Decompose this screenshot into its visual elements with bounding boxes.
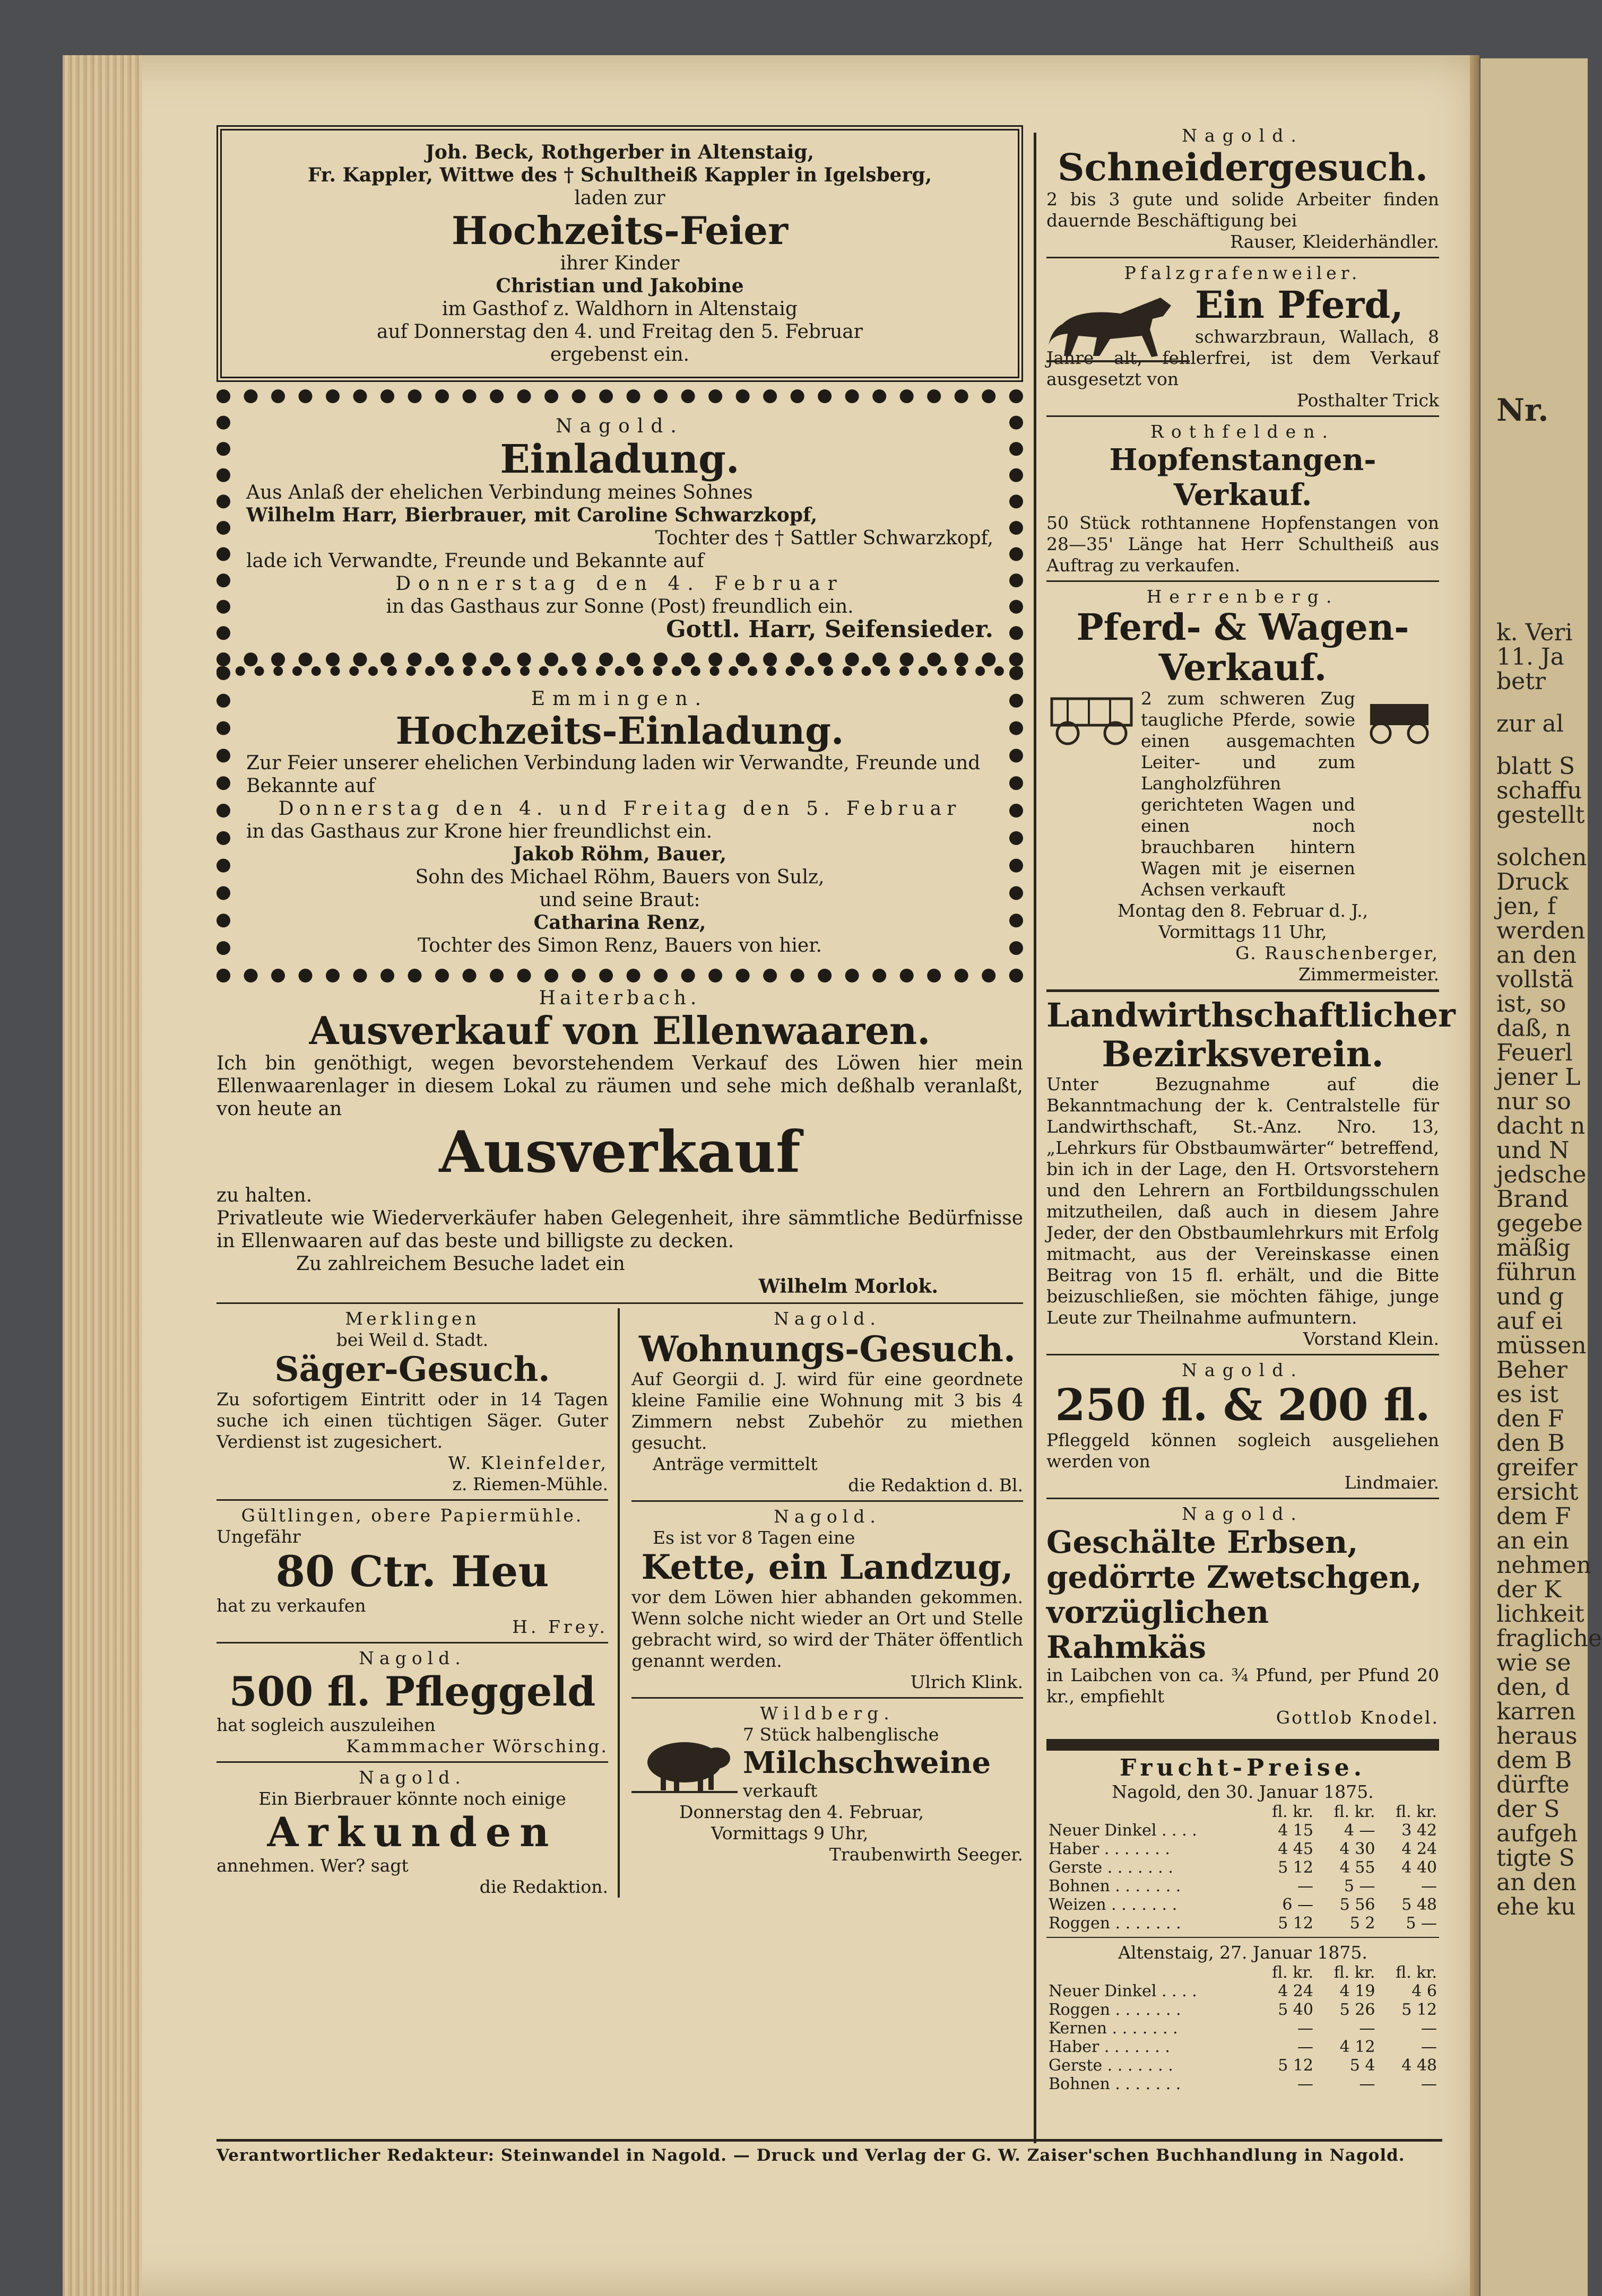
price-cell: 4 55	[1339, 1858, 1375, 1877]
next-page-line: an den	[1496, 942, 1577, 969]
price-cell: 5 26	[1339, 2001, 1375, 2019]
price-row	[1046, 1821, 1439, 1840]
schneider-place: Nagold.	[1182, 125, 1304, 146]
divider	[1046, 1498, 1439, 1499]
price-cell: 4 15	[1278, 1821, 1313, 1840]
ad-kette	[631, 1506, 1023, 1693]
nagold-price-table	[1046, 1803, 1439, 1933]
price-cell: —	[1359, 2075, 1375, 2093]
grain-name: Kernen . . . . . . .	[1049, 2019, 1178, 2038]
divider	[631, 1697, 1023, 1699]
price-cell: —	[1421, 1877, 1437, 1895]
price-cell: —	[1421, 2019, 1437, 2038]
kette-l1: Es ist vor 8 Tagen eine	[653, 1527, 855, 1548]
grain-name: Haber . . . . . . .	[1049, 1840, 1170, 1858]
beck-line1: Joh. Beck, Rothgerber in Altenstaig,	[425, 141, 815, 163]
next-page-line: gegebe	[1496, 1210, 1583, 1237]
price-row	[1046, 1840, 1439, 1858]
price-cell: 5 48	[1401, 1895, 1437, 1914]
erbsen-t3: vorzüglichen Rahmkäs	[1046, 1594, 1269, 1665]
grain-name: Neuer Dinkel . . . .	[1049, 1982, 1197, 2001]
kette-place: Nagold.	[774, 1506, 881, 1527]
ad-heu	[217, 1505, 608, 1638]
next-page-line: dürfte	[1496, 1771, 1570, 1798]
ad-beck-wedding	[217, 125, 1023, 382]
ad-harr-invitation	[217, 389, 1023, 666]
ad-wagen	[1046, 586, 1439, 985]
next-page-line: ehe ku	[1496, 1893, 1576, 1920]
price-row	[1046, 2001, 1439, 2019]
pferd-title: Ein Pferd,	[1195, 283, 1404, 327]
ausverkauf-signature: Wilhelm Morlok.	[758, 1275, 938, 1298]
horse-illustration-icon	[1046, 287, 1190, 367]
beck-line7: auf Donnerstag den 4. und Freitag den 5. Februar	[377, 321, 863, 343]
verein-title2: Bezirksverein.	[1102, 1033, 1384, 1075]
divider	[1046, 989, 1439, 992]
ad-milchschweine	[631, 1703, 1023, 1865]
two-column-ads	[217, 1308, 1023, 1898]
grain-name: Gerste . . . . . . .	[1049, 1858, 1173, 1877]
pfleggeld-big: 500 fl. Pfleggeld	[229, 1668, 596, 1715]
next-page-line: der S	[1496, 1796, 1560, 1823]
price-cell: 4 45	[1278, 1840, 1313, 1858]
price-row	[1046, 1914, 1439, 1933]
ausverkauf-p2: zu halten.	[217, 1185, 313, 1206]
wohnung-signature: die Redaktion d. Bl.	[848, 1475, 1023, 1495]
price-row	[1046, 2038, 1439, 2056]
kette-signature: Ulrich Klink.	[910, 1672, 1023, 1692]
next-page-line: wie se	[1496, 1649, 1571, 1676]
wagen-signature2: Zimmermeister.	[1298, 964, 1439, 985]
price-cell: 4 24	[1278, 1982, 1313, 2001]
ad-arkunden	[217, 1767, 608, 1898]
ad-erbsen	[1046, 1503, 1439, 1728]
hopfen-place: Rothfelden.	[1150, 421, 1335, 442]
heu-big: 80 Ctr. Heu	[275, 1546, 549, 1596]
harr-place: Nagold.	[556, 415, 684, 437]
next-page-line: dacht n	[1496, 1112, 1586, 1140]
price-cell: 5 40	[1278, 2001, 1313, 2019]
kette-text: vor dem Löwen hier abhanden gekommen. Wenn solche nicht wieder an Ort und Stelle gebracht wird, so wird der Thäter öffentlich genannt werden.	[631, 1587, 1023, 1671]
price-cell: —	[1297, 2019, 1313, 2038]
next-page-line: daß, n	[1496, 1015, 1571, 1042]
divider	[1046, 1937, 1439, 1938]
beck-line6: im Gasthof z. Waldhorn in Altenstaig	[442, 298, 798, 320]
imprint-footer: Verantwortlicher Redakteur: Steinwandel in Nagold. — Druck und Verlag der G. W. Zaiser'schen Buchhandlung in Nagold.	[217, 2139, 1442, 2165]
unit-header: fl. kr.	[1396, 1963, 1437, 1982]
saeger-title: Säger-Gesuch.	[274, 1350, 550, 1389]
price-row	[1046, 2056, 1439, 2075]
milch-title: Milchschweine	[743, 1745, 991, 1780]
heu-place: Gültlingen, obere Papiermühle.	[241, 1505, 584, 1526]
next-page-line: den, d	[1496, 1674, 1570, 1701]
next-page-fragment	[1480, 58, 1602, 2296]
column-divider	[1034, 133, 1036, 2143]
unit-header: fl. kr.	[1272, 1803, 1313, 1821]
next-page-line: auf ei	[1496, 1308, 1563, 1335]
verein-text: Unter Bezugnahme auf die Bekanntmachung der k. Centralstelle für Landwirthschaft, St.-Anz. Nro. 13, „Lehrkurs für Obstbaumwärter“ betreffend, bin ich in der Lage, den H. Ortsvorstehern und den Lehrern an Fortbildungsschulen mitzutheilen, daß auch in diesem Jahre Jeder, der den Obstbaumlehrkurs mit Erfolg mitmacht, aus der Vereinskasse einen Beitrag von 15 fl. erhält, und die Bitte beizuschließen, sie möchten fähige, junge Leute zur Theilnahme aufmuntern.	[1046, 1074, 1439, 1328]
divider	[1046, 1354, 1439, 1355]
price-cell: 5 12	[1278, 1858, 1313, 1877]
ad-verein	[1046, 996, 1456, 1350]
geld-text: Pfleggeld können sogleich ausgeliehen werden von	[1046, 1430, 1439, 1472]
emmingen-l4: Jakob Röhm, Bauer,	[513, 843, 726, 865]
grain-name: Bohnen . . . . . . .	[1049, 2075, 1181, 2093]
geld-big: 250 fl. & 200 fl.	[1055, 1380, 1431, 1431]
geld-place: Nagold.	[1182, 1360, 1304, 1380]
price-row	[1046, 1982, 1439, 2001]
pig-illustration-icon	[631, 1725, 738, 1799]
pferd-text: schwarzbraun, Wallach, 8 Jahre alt, fehlerfrei, ist dem Verkauf ausgesetzt von	[1046, 326, 1439, 389]
beck-line2: Fr. Kappler, Wittwe des † Schultheiß Kappler in Igelsberg,	[307, 164, 932, 186]
page-gutter	[1470, 55, 1479, 2296]
price-cell: 4 40	[1401, 1858, 1437, 1877]
next-page-line: schaffu	[1496, 777, 1582, 804]
emmingen-l2: Donnerstag den 4. und Freitag den 5. Februar	[278, 798, 962, 820]
altenstaig-price-table	[1046, 1963, 1439, 2093]
next-page-line: nur so	[1496, 1088, 1571, 1115]
next-page-line: Brand	[1496, 1186, 1569, 1213]
grain-name: Roggen . . . . . . .	[1049, 2001, 1181, 2019]
price-cell: 4 48	[1401, 2056, 1437, 2075]
ausverkauf-big: Ausverkauf	[439, 1119, 801, 1186]
subcolumn-left	[217, 1308, 620, 1898]
arkunden-l1: Ein Bierbrauer könnte noch einige	[258, 1788, 566, 1809]
subcolumn-right	[620, 1308, 1023, 1898]
next-page-line: betr	[1496, 668, 1546, 695]
verein-signature: Vorstand Klein.	[1303, 1328, 1439, 1349]
emmingen-l5: Sohn des Michael Röhm, Bauers von Sulz,	[415, 866, 825, 888]
next-page-line: Feuerl	[1496, 1039, 1573, 1066]
harr-signature: Gottl. Harr, Seifensieder.	[666, 616, 993, 643]
harr-l4: lade ich Verwandte, Freunde und Bekannte auf	[246, 550, 704, 572]
price-cell: 4 30	[1339, 1840, 1375, 1858]
price-cell: 5 —	[1344, 1877, 1375, 1895]
price-cell: 4 19	[1339, 1982, 1375, 2001]
price-cell: 5 4	[1349, 2056, 1375, 2075]
verein-title1: Landwirthschaftlicher	[1046, 996, 1456, 1034]
beck-title: Hochzeits-Feier	[451, 208, 789, 253]
schneider-title: Schneidergesuch.	[1057, 145, 1428, 189]
saeger-place: Merklingen	[345, 1308, 480, 1329]
price-cell: 5 2	[1349, 1914, 1375, 1933]
next-page-line: ersicht	[1496, 1479, 1579, 1506]
emmingen-l1: Zur Feier unserer ehelichen Verbindung laden wir Verwandte, Freunde und Bekannte auf	[246, 752, 981, 797]
emmingen-l3: in das Gasthaus zur Krone hier freundlichst ein.	[246, 821, 713, 842]
ad-geld	[1046, 1360, 1439, 1493]
heu-l1: Ungefähr	[217, 1526, 301, 1547]
ausverkauf-title: Ausverkauf von Ellenwaaren.	[309, 1008, 931, 1053]
arkunden-big: Arkunden	[267, 1808, 558, 1856]
next-page-line: solchen	[1496, 844, 1587, 871]
geld-signature: Lindmaier.	[1344, 1472, 1439, 1493]
price-cell: —	[1359, 2019, 1375, 2038]
price-cell: 3 42	[1401, 1821, 1437, 1840]
cart-illustration-icon	[1359, 688, 1439, 746]
next-page-line: ist, so	[1496, 990, 1566, 1017]
wohnung-l1: Anträge vermittelt	[653, 1454, 818, 1474]
price-cell: 4 6	[1412, 1982, 1437, 2001]
milch-signature: Traubenwirth Seeger.	[829, 1844, 1023, 1865]
price-table-section	[1046, 1755, 1439, 2093]
wagen-body	[1046, 688, 1439, 900]
next-page-line: tigte S	[1496, 1845, 1575, 1872]
price-cell: —	[1297, 2075, 1313, 2093]
schneider-signature: Rauser, Kleiderhändler.	[1230, 231, 1439, 252]
arkunden-place: Nagold.	[359, 1767, 466, 1788]
next-page-line: nehmen	[1496, 1552, 1591, 1579]
grain-name: Haber . . . . . . .	[1049, 2038, 1170, 2056]
ausverkauf-p3: Privatleute wie Wiederverkäufer haben Gelegenheit, ihre sämmtliche Bedürfnisse in Ellenwaaren auf das beste und billigste zu decken.	[217, 1207, 1023, 1252]
saeger-signature2: z. Riemen-Mühle.	[452, 1474, 608, 1494]
price-cell: —	[1421, 2038, 1437, 2056]
ausverkauf-place: Haiterbach.	[539, 987, 701, 1009]
next-page-line: Beher	[1496, 1356, 1568, 1384]
next-page-line: jedsche	[1496, 1161, 1587, 1188]
erbsen-t1: Geschälte Erbsen,	[1046, 1524, 1358, 1560]
divider	[1046, 257, 1439, 258]
hopfen-title: Hopfenstangen-Verkauf.	[1109, 442, 1376, 512]
harr-l2: Wilhelm Harr, Bierbrauer, mit Caroline Schwarzkopf,	[246, 504, 818, 526]
erbsen-t2: gedörrte Zwetschgen,	[1046, 1559, 1422, 1595]
wagen-signature: G. Rauschenberger,	[1235, 943, 1439, 963]
erbsen-text: in Laibchen von ca. ¾ Pfund, per Pfund 20 kr., empfiehlt	[1046, 1665, 1439, 1707]
price-cell: 6 —	[1282, 1895, 1313, 1914]
unit-header: fl. kr.	[1333, 1963, 1375, 1982]
wagon-illustration-icon	[1046, 688, 1137, 746]
wagen-l2: Vormittags 11 Uhr,	[1158, 921, 1327, 942]
arkunden-signature: die Redaktion.	[479, 1876, 608, 1897]
next-page-line: dem B	[1496, 1747, 1572, 1774]
ad-schneider	[1046, 125, 1439, 253]
next-page-line: 11. Ja	[1496, 643, 1564, 671]
beck-line8: ergebenst ein.	[550, 344, 690, 366]
harr-l6: in das Gasthaus zur Sonne (Post) freundlich ein.	[386, 596, 854, 618]
price-cell: 4 —	[1344, 1821, 1375, 1840]
next-page-line: den F	[1496, 1405, 1564, 1432]
milch-l4: Vormittags 9 Uhr,	[711, 1823, 869, 1843]
divider	[1046, 415, 1439, 417]
price-row	[1046, 1895, 1439, 1914]
price-cell: —	[1421, 2075, 1437, 2093]
grain-name: Weizen . . . . . . .	[1049, 1895, 1177, 1914]
right-column	[1046, 125, 1456, 2093]
next-page-line: den B	[1496, 1430, 1565, 1457]
saeger-text: Zu sofortigem Eintritt oder in 14 Tagen suche ich einen tüchtigen Säger. Guter Verdienst ist zugesichert.	[217, 1389, 608, 1452]
left-column	[217, 125, 1023, 1898]
next-page-line: greifer	[1496, 1454, 1578, 1481]
grain-name: Neuer Dinkel . . . .	[1049, 1821, 1197, 1840]
beck-line4: ihrer Kinder	[560, 253, 680, 274]
next-page-line: gestellt	[1496, 802, 1585, 829]
next-page-line: an den	[1496, 1869, 1577, 1896]
wohnung-text: Auf Georgii d. J. wird für eine geordnete kleine Familie eine Wohnung mit 3 bis 4 Zimmern nebst Zubehör zu miethen gesucht.	[631, 1369, 1023, 1453]
next-page-line: aufgeh	[1496, 1820, 1578, 1847]
divider	[631, 1500, 1023, 1502]
divider	[217, 1642, 608, 1643]
price-cell: 5 —	[1406, 1914, 1437, 1933]
book-binding	[63, 55, 142, 2296]
next-page-line: und N	[1496, 1137, 1570, 1164]
unit-header: fl. kr.	[1396, 1803, 1437, 1821]
next-page-line: heraus	[1496, 1723, 1578, 1750]
price-row	[1046, 2019, 1439, 2038]
erbsen-signature: Gottlob Knodel.	[1276, 1707, 1439, 1728]
next-page-line: zur al	[1496, 710, 1564, 737]
preise-title: Frucht-Preise.	[1119, 1754, 1366, 1781]
price-cell: 4 12	[1339, 2038, 1375, 2056]
emmingen-l6: und seine Braut:	[539, 889, 700, 911]
milch-l3: Donnerstag den 4. Februar,	[679, 1802, 924, 1822]
wagen-place: Herrenberg.	[1146, 586, 1339, 607]
divider	[217, 1499, 608, 1501]
thick-divider	[1046, 1739, 1439, 1751]
ausverkauf-p4: Zu zahlreichem Besuche ladet ein	[296, 1253, 625, 1275]
ad-pferd	[1046, 263, 1439, 411]
hopfen-text: 50 Stück rothtannene Hopfenstangen von 28—35' Länge hat Herr Schultheiß aus Auftrag zu verkaufen.	[1046, 512, 1439, 576]
saeger-signature: W. Kleinfelder,	[448, 1453, 608, 1473]
emmingen-l8: Tochter des Simon Renz, Bauers von hier.	[418, 935, 822, 956]
next-page-line: blatt S	[1496, 753, 1575, 780]
next-page-line: karren	[1496, 1698, 1576, 1725]
next-page-line: und g	[1496, 1283, 1564, 1310]
next-page-line: führun	[1496, 1259, 1577, 1286]
ad-pfleggeld	[217, 1648, 608, 1757]
next-page-line: dem F	[1496, 1503, 1571, 1530]
next-page-line: mäßig	[1496, 1234, 1571, 1262]
harr-l5: Donnerstag den 4. Februar	[395, 573, 844, 595]
ad-ausverkauf	[217, 987, 1023, 1298]
harr-title: Einladung.	[500, 437, 740, 482]
next-page-line: Druck	[1496, 868, 1569, 895]
pfleggeld-place: Nagold.	[359, 1648, 466, 1668]
wagen-title2: Verkauf.	[1158, 647, 1327, 689]
next-page-line: k. Veri	[1496, 619, 1573, 646]
unit-header: fl. kr.	[1272, 1963, 1313, 1982]
next-page-header: Nr.	[1496, 392, 1549, 428]
schneider-text: 2 bis 3 gute und solide Arbeiter finden dauernde Beschäftigung bei	[1046, 189, 1439, 231]
price-row	[1046, 1858, 1439, 1877]
wagen-title1: Pferd- & Wagen-	[1076, 606, 1409, 649]
divider	[217, 1761, 608, 1763]
milch-place: Wildberg.	[760, 1703, 895, 1724]
ad-hopfen	[1046, 421, 1439, 576]
next-page-line: der K	[1496, 1576, 1562, 1603]
next-page-line: jener L	[1496, 1064, 1581, 1091]
arkunden-l2: annehmen. Wer? sagt	[217, 1855, 409, 1876]
harr-l1: Aus Anlaß der ehelichen Verbindung meines Sohnes	[246, 482, 753, 503]
next-page-line: lichkeit	[1496, 1601, 1584, 1628]
nagold-caption: Nagold, den 30. Januar 1875.	[1112, 1781, 1374, 1802]
milch-l1: 7 Stück halbenglische	[743, 1724, 939, 1745]
price-cell: 4 24	[1401, 1840, 1437, 1858]
divider	[1046, 580, 1439, 582]
heu-signature: H. Frey.	[512, 1616, 608, 1637]
unit-header: fl. kr.	[1333, 1803, 1375, 1821]
emmingen-place: Emmingen.	[531, 688, 709, 710]
price-cell: —	[1297, 1877, 1313, 1895]
next-page-line: müssen	[1496, 1332, 1587, 1359]
grain-name: Bohnen . . . . . . .	[1049, 1877, 1181, 1895]
pfleggeld-l1: hat sogleich auszuleihen	[217, 1715, 436, 1735]
wagen-l1: Montag den 8. Februar d. J.,	[1117, 900, 1369, 921]
price-row	[1046, 2075, 1439, 2093]
erbsen-place: Nagold.	[1182, 1503, 1304, 1524]
next-page-line: an ein	[1496, 1527, 1570, 1554]
ad-saeger	[217, 1308, 608, 1495]
next-page-line: werden	[1496, 917, 1586, 944]
pferd-signature: Posthalter Trick	[1296, 390, 1439, 411]
wagen-text: 2 zum schweren Zug taugliche Pferde, sowie einen ausgemachten Leiter- und zum Langholzführen gerichteten Wagen und einen noch brauchbaren hintern Wagen mit je eisernen Achsen verkauft	[1141, 688, 1355, 900]
next-page-line: vollstä	[1496, 966, 1574, 993]
emmingen-title: Hochzeits-Einladung.	[395, 709, 844, 753]
ad-wohnung	[631, 1308, 1023, 1496]
price-cell: 5 56	[1339, 1895, 1375, 1914]
pferd-place: Pfalzgrafenweiler.	[1124, 263, 1362, 283]
emmingen-l7: Catharina Renz,	[533, 911, 706, 934]
wohnung-title: Wohnungs-Gesuch.	[638, 1328, 1016, 1370]
price-row	[1046, 1877, 1439, 1895]
beck-line3: laden zur	[574, 187, 665, 209]
heu-l2: hat zu verkaufen	[217, 1595, 366, 1616]
kette-title: Kette, ein Landzug,	[641, 1547, 1014, 1587]
harr-l3: Tochter des † Sattler Schwarzkopf,	[655, 527, 993, 549]
milch-l2: verkauft	[743, 1780, 818, 1801]
next-page-line: jen, f	[1496, 893, 1556, 920]
grain-name: Roggen . . . . . . .	[1049, 1914, 1181, 1933]
ad-emmingen-invitation	[217, 666, 1023, 982]
pfleggeld-signature: Kammmacher Wörsching.	[346, 1736, 608, 1756]
saeger-place2: bei Weil d. Stadt.	[336, 1329, 489, 1350]
grain-name: Gerste . . . . . . .	[1049, 2056, 1173, 2075]
altenstaig-caption: Altenstaig, 27. Januar 1875.	[1118, 1942, 1367, 1963]
ausverkauf-p1: Ich bin genöthigt, wegen bevorstehendem Verkauf des Löwen hier mein Ellenwaarenlager in diesem Lokal zu räumen und sehe mich deßhalb veranlaßt, von heute an	[217, 1053, 1023, 1120]
price-cell: —	[1297, 2038, 1313, 2056]
price-cell: 5 12	[1401, 2001, 1437, 2019]
next-page-line: es ist	[1496, 1381, 1558, 1408]
next-page-line: fragliche	[1496, 1625, 1602, 1652]
wohnung-place: Nagold.	[774, 1308, 881, 1329]
beck-line5: Christian und Jakobine	[496, 275, 744, 297]
price-cell: 5 12	[1278, 1914, 1313, 1933]
price-cell: 5 12	[1278, 2056, 1313, 2075]
divider	[217, 1302, 1023, 1304]
